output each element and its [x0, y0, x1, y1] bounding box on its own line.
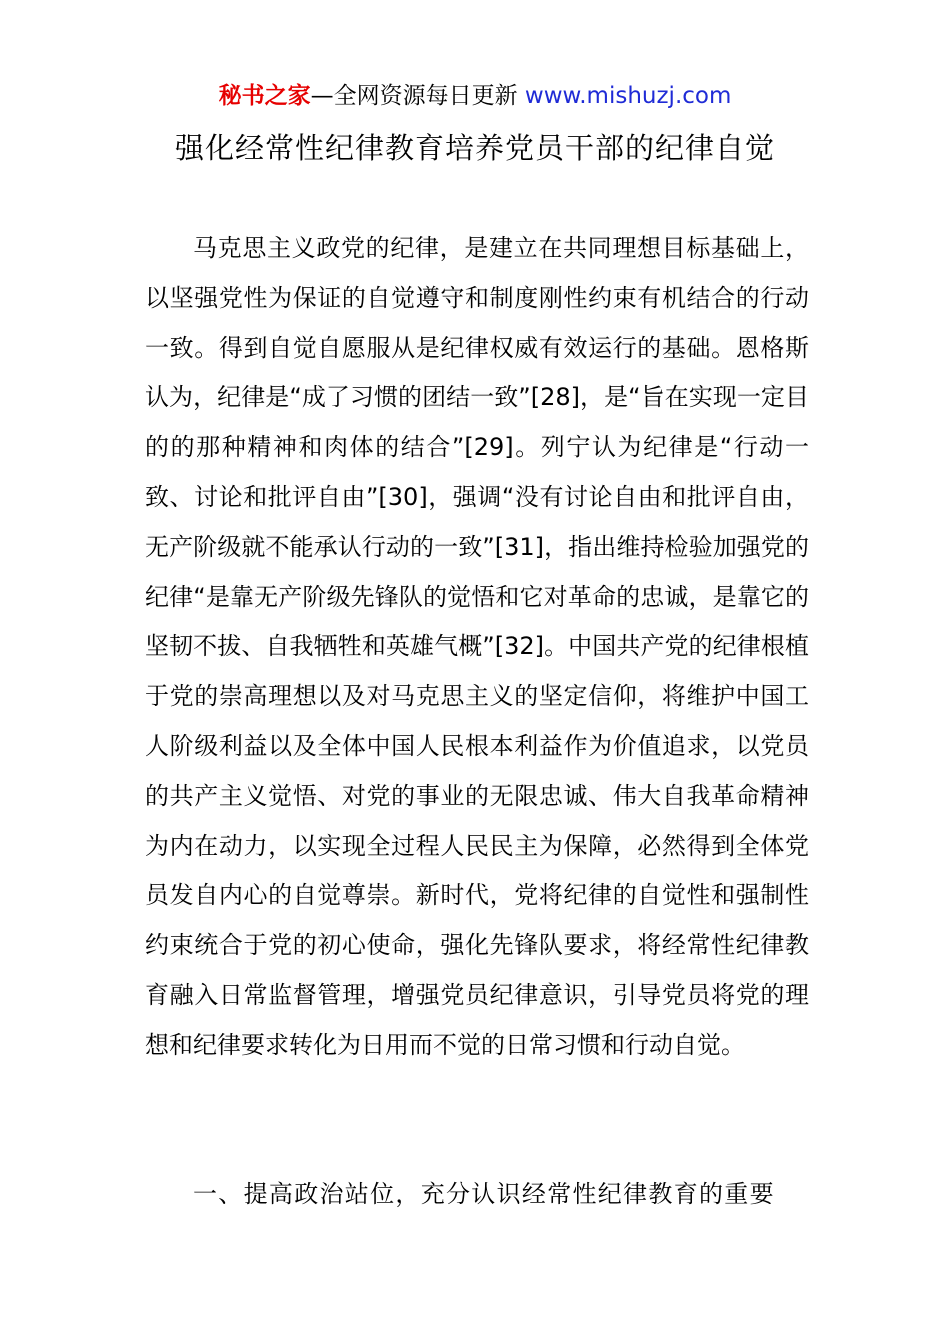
document-body [145, 224, 809, 1071]
document-title: 强化经常性纪律教育培养党员干部的纪律自觉 [174, 131, 775, 165]
site-url-link[interactable]: www.mishuzj.com [524, 83, 732, 109]
body-paragraph: 马克思主义政党的纪律，是建立在共同理想目标基础上，以坚强党性为保证的自觉遵守和制度刚性约束有机结合的行动一致。得到自觉自愿服从是纪律权威有效运行的基础。恩格斯认为，纪律是“成了习惯的团结一致”[28]，是“旨在实现一定目的的那种精神和肉体的结合”[29]。列宁认为纪律是“行动一致、讨论和批评自由”[30]，强调“没有讨论自由和批评自由，无产阶级就不能承认行动的一致”[31]，指出维持检验加强党的纪律“是靠无产阶级先锋队的觉悟和它对革命的忠诚，是靠它的坚韧不拔、自我牺牲和英雄气概”[32]。中国共产党的纪律根植于党的崇高理想以及对马克思主义的坚定信仰，将维护中国工人阶级利益以及全体中国人民根本利益作为价值追求，以党员的共产主义觉悟、对党的事业的无限忠诚、伟大自我革命精神为内在动力，以实现全过程人民民主为保障，必然得到全体党员发自内心的自觉尊崇。新时代，党将纪律的自觉性和强制性约束统合于党的初心使命，强化先锋队要求，将经常性纪律教育融入日常监督管理，增强党员纪律意识，引导党员将党的理想和纪律要求转化为日用而不觉的日常习惯和行动自觉。 [145, 234, 809, 1059]
section-heading: 一、提高政治站位，充分认识经常性纪律教育的重要 [193, 1180, 775, 1208]
site-banner [0, 80, 950, 112]
banner-tagline: —全网资源每日更新 [310, 83, 518, 109]
brand-name: 秘书之家 [218, 83, 311, 109]
